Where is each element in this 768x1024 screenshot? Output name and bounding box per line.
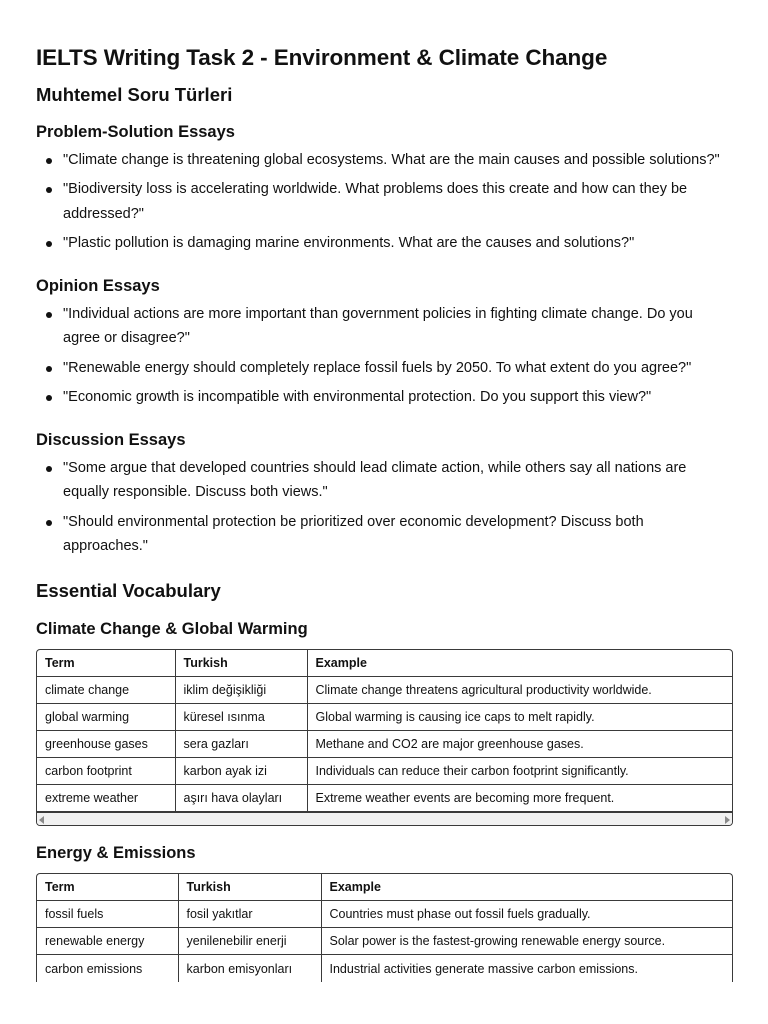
bullet-icon [46,312,52,318]
table-row [37,928,732,955]
opinion-list [36,302,732,410]
turkish-cell: fosil yakıtlar [178,901,321,928]
energy-table-container [36,873,733,982]
example-cell: Individuals can reduce their carbon footprint significantly. [307,758,732,785]
list-item-text: "Plastic pollution is damaging marine environments. What are the causes and solutions?" [63,235,635,252]
table-row [37,758,732,785]
term-cell: extreme weather [37,785,175,812]
table-row [37,677,732,704]
term-cell: carbon emissions [37,955,178,982]
table-row [37,731,732,758]
page-title: IELTS Writing Task 2 - Environment & Climate Change [36,45,608,70]
list-item-text: "Climate change is threatening global ecosystems. What are the main causes and possible solutions?" [63,151,720,168]
horizontal-scrollbar[interactable] [37,812,732,825]
turkish-cell: karbon ayak izi [175,758,307,785]
list-item [36,148,732,173]
column-header-example: Example [321,874,732,901]
turkish-cell: yenilenebilir enerji [178,928,321,955]
example-cell: Climate change threatens agricultural productivity worldwide. [307,677,732,704]
climate-vocabulary-table [37,650,732,813]
table-row [37,901,732,928]
energy-vocabulary-table [37,874,732,982]
bullet-icon [46,187,52,193]
list-item [36,302,732,351]
example-cell: Extreme weather events are becoming more frequent. [307,785,732,812]
term-cell: climate change [37,677,175,704]
list-item-text: "Economic growth is incompatible with environmental protection. Do you support this view?" [63,389,652,406]
table-header-row [37,650,732,677]
term-cell: carbon footprint [37,758,175,785]
turkish-cell: iklim değişikliği [175,677,307,704]
example-cell: Solar power is the fastest-growing renewable energy source. [321,928,732,955]
term-cell: renewable energy [37,928,178,955]
list-item [36,356,732,381]
bullet-icon [46,395,52,401]
table-header-row [37,874,732,901]
example-cell: Global warming is causing ice caps to melt rapidly. [307,704,732,731]
column-header-term: Term [37,874,178,901]
bullet-icon [46,158,52,164]
list-item [36,231,732,256]
question-types-heading: Muhtemel Soru Türleri [36,84,233,105]
column-header-term: Term [37,650,175,677]
column-header-example: Example [307,650,732,677]
list-item [36,177,732,226]
bullet-icon [46,241,52,247]
energy-table-heading: Energy & Emissions [36,844,196,863]
turkish-cell: karbon emisyonları [178,955,321,982]
bullet-icon [46,466,52,472]
example-cell: Methane and CO2 are major greenhouse gases. [307,731,732,758]
bullet-icon [46,366,52,372]
problem-solution-heading: Problem-Solution Essays [36,123,235,142]
table-row [37,785,732,812]
climate-table-container [36,649,733,827]
bullet-icon [46,520,52,526]
list-item [36,510,732,559]
column-header-turkish: Turkish [178,874,321,901]
list-item [36,456,732,505]
term-cell: global warming [37,704,175,731]
opinion-heading: Opinion Essays [36,276,160,295]
term-cell: fossil fuels [37,901,178,928]
scroll-right-arrow-icon[interactable] [725,816,730,824]
list-item-text: "Renewable energy should completely replace fossil fuels by 2050. To what extent do you agree?" [63,359,692,376]
scroll-left-arrow-icon[interactable] [39,816,44,824]
example-cell: Countries must phase out fossil fuels gradually. [321,901,732,928]
discussion-list [36,456,732,559]
turkish-cell: sera gazları [175,731,307,758]
list-item-text: "Some argue that developed countries should lead climate action, while others say all nations are equally responsible. Discuss both views." [63,459,687,501]
vocabulary-heading: Essential Vocabulary [36,579,221,601]
turkish-cell: aşırı hava olayları [175,785,307,812]
table-row [37,704,732,731]
turkish-cell: küresel ısınma [175,704,307,731]
problem-solution-list [36,148,732,256]
discussion-heading: Discussion Essays [36,430,186,449]
column-header-turkish: Turkish [175,650,307,677]
list-item-text: "Biodiversity loss is accelerating worldwide. What problems does this create and how can they be addressed?" [63,181,688,222]
term-cell: greenhouse gases [37,731,175,758]
climate-table-heading: Climate Change & Global Warming [36,619,308,638]
list-item-text: "Individual actions are more important than government policies in fighting climate change. Do you agree or disagree?" [63,305,693,347]
table-row [37,955,732,982]
example-cell: Industrial activities generate massive carbon emissions. [329,961,638,976]
list-item [36,385,732,410]
list-item-text: "Should environmental protection be prioritized over economic development? Discuss both approaches." [63,513,644,555]
